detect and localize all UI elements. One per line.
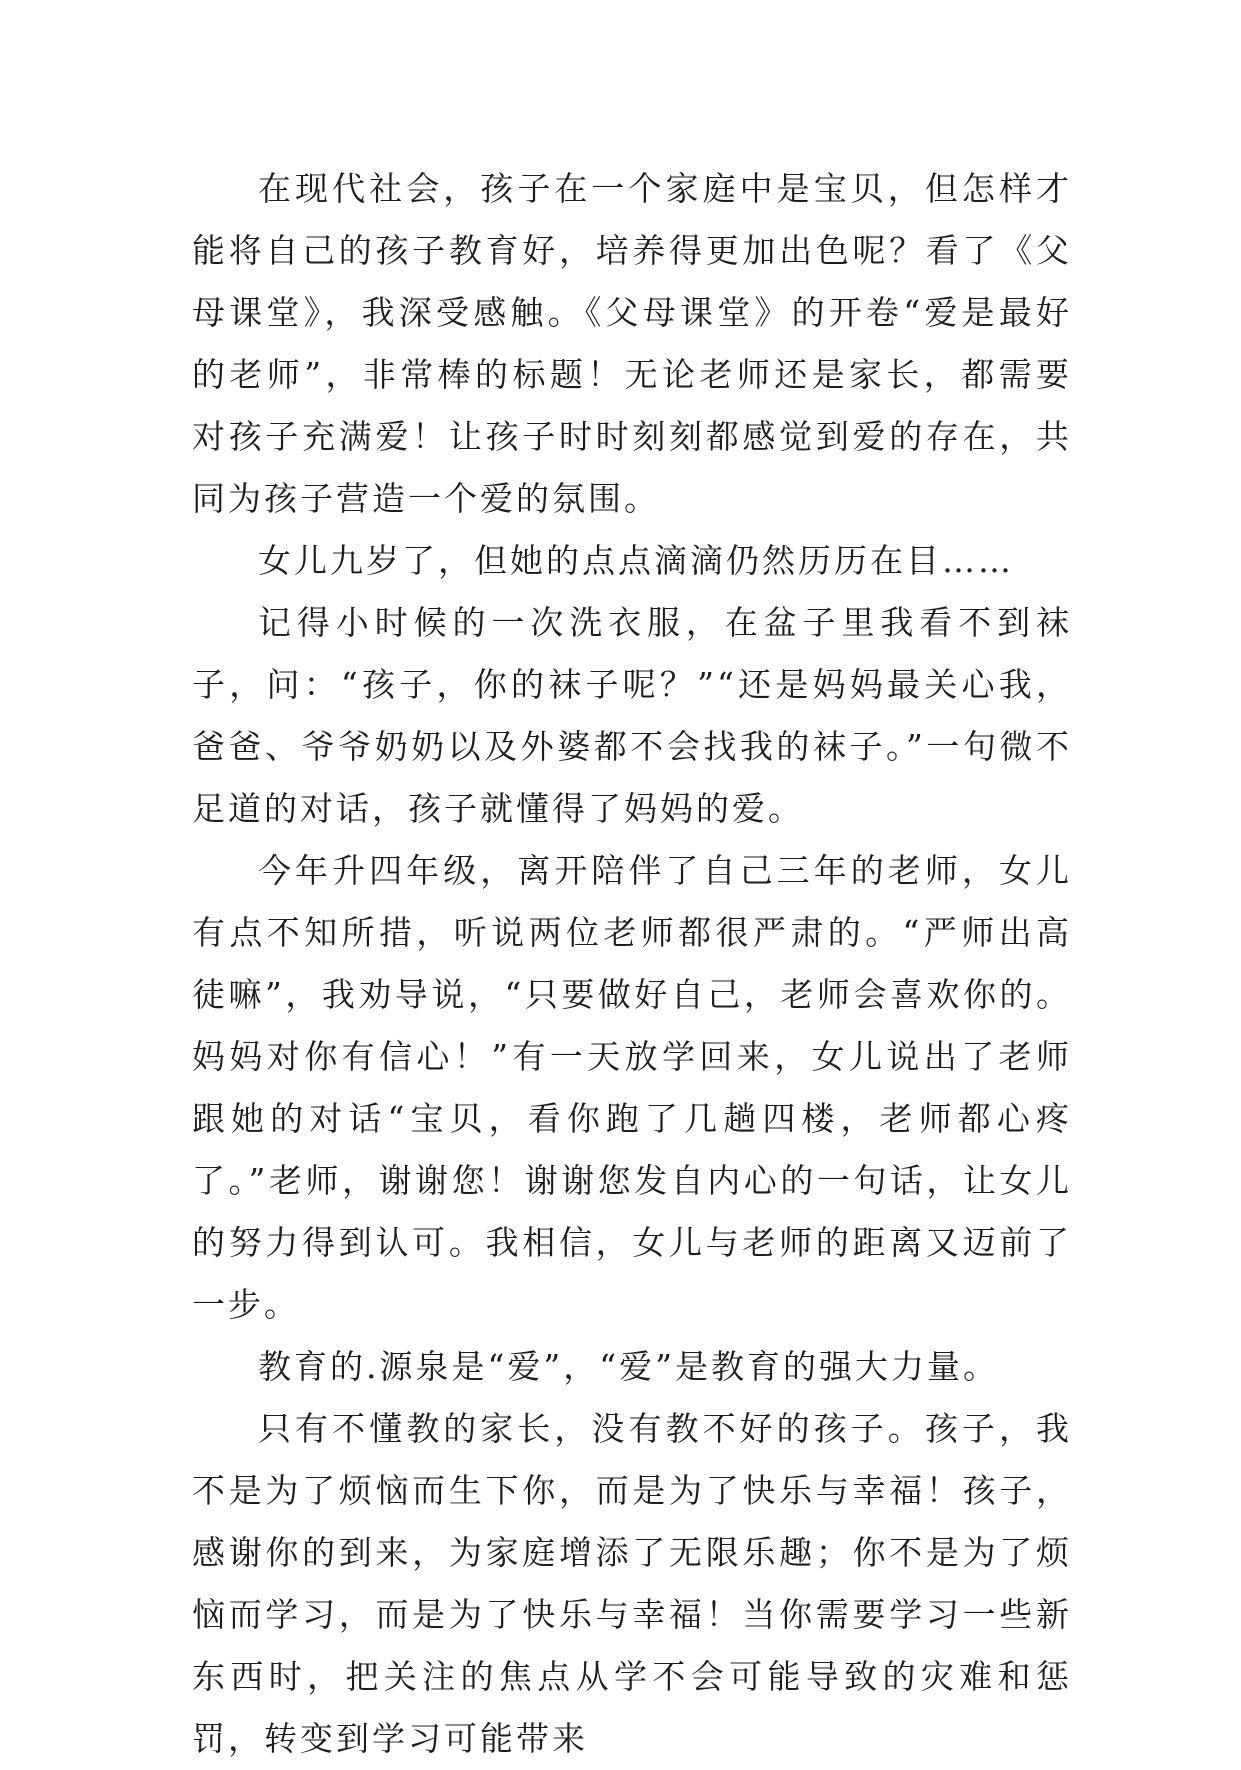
paragraph-2: 女儿九岁了，但她的点点滴滴仍然历历在目……	[258, 541, 1014, 580]
paragraph-6: 只有不懂教的家长，没有教不好的孩子。孩子，我不是为了烦恼而生下你，而是为了快乐与幸福！孩子，感谢你的到来，为家庭增添了无限乐趣；你不是为了烦恼而学习，而是为了快乐与幸福！当你需要学习一些新东西时，把关注的焦点从学不会可能导致的灾难和惩罚，转变到学习可能带来	[192, 1409, 1072, 1758]
paragraph-3: 记得小时候的一次洗衣服，在盆子里我看不到袜子，问：“孩子，你的袜子呢？”“还是妈妈最关心我，爸爸、爷爷奶奶以及外婆都不会找我的袜子。”一句微不足道的对话，孩子就懂得了妈妈的爱。	[192, 603, 1072, 828]
paragraph-1: 在现代社会，孩子在一个家庭中是宝贝，但怎样才能将自己的孩子教育好，培养得更加出色呢？看了《父母课堂》，我深受感触。《父母课堂》的开卷“爱是最好的老师”，非常棒的标题！无论老师还是家长，都需要对孩子充满爱！让孩子时时刻刻都感觉到爱的存在，共同为孩子营造一个爱的氛围。	[192, 169, 1072, 518]
paragraph-5: 教育的.源泉是“爱”，“爱”是教育的强大力量。	[258, 1347, 999, 1386]
body-text	[192, 158, 1072, 1770]
paragraph-4: 今年升四年级，离开陪伴了自己三年的老师，女儿有点不知所措，听说两位老师都很严肃的。“严师出高徒嘛”，我劝导说，“只要做好自己，老师会喜欢你的。妈妈对你有信心！”有一天放学回来，女儿说出了老师跟她的对话“宝贝，看你跑了几趟四楼，老师都心疼了。”老师，谢谢您！谢谢您发自内心的一句话，让女儿的努力得到认可。我相信，女儿与老师的距离又迈前了一步。	[192, 851, 1072, 1324]
